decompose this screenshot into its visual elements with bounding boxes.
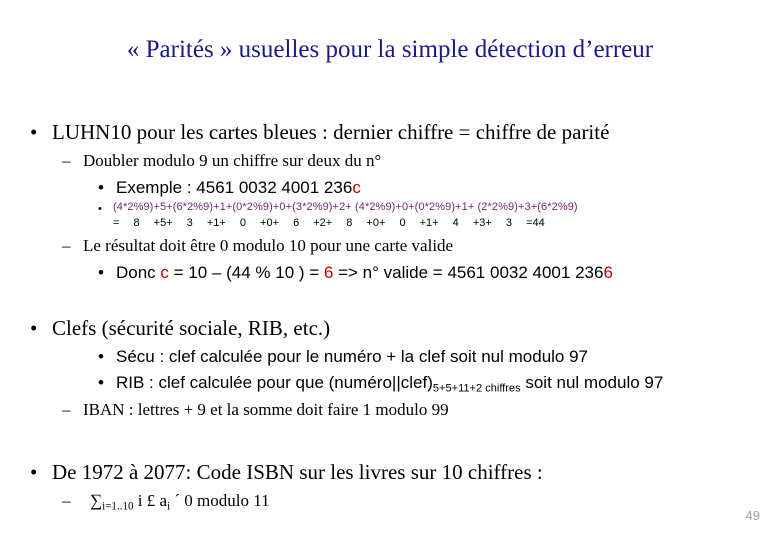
clefs-secu: Sécu : clef calculée pour le numéro + la clef soit nul modulo 97 <box>116 347 589 366</box>
luhn-heading: LUHN10 pour les cartes bleues : dernier chiffre = chiffre de parité <box>52 120 610 144</box>
luhn-calc-line2: = 8 +5+ 3 +1+ 0 +0+ 6 +2+ 8 +0+ 0 +1+ 4 +3+ 3 =44 <box>113 217 545 229</box>
donc-mid: = 10 – (44 % 10 ) = <box>168 263 324 282</box>
bullet-dot: • <box>30 316 38 340</box>
donc-var-c: c <box>160 263 169 282</box>
dash-mark: – <box>62 236 71 255</box>
luhn-double-line: Doubler modulo 9 un chiffre sur deux du n° <box>83 151 382 170</box>
luhn-donc-line <box>116 263 613 283</box>
bullet-dot: • <box>30 460 38 484</box>
donc-suffix: => n° valide = 4561 0032 4001 236 <box>333 263 604 282</box>
luhn-calc-line1: (4*2%9)+5+(6*2%9)+1+(0*2%9)+0+(3*2%9)+2+ (4*2%9)+0+(0*2%9)+1+ (2*2%9)+3+(6*2%9) <box>113 201 578 213</box>
formula-sub-i: i <box>167 500 171 513</box>
bullet-dot: • <box>98 178 104 197</box>
luhn-result-line: Le résultat doit être 0 modulo 10 pour une carte valide <box>83 236 454 255</box>
bullet-dot: • <box>98 263 104 282</box>
sigma-range: i=1..10 <box>102 500 134 513</box>
dash-mark: – <box>62 151 71 170</box>
bullet-dot: • <box>30 120 38 144</box>
slide-title: « Parités » usuelles pour la simple détection d’erreur <box>126 36 654 63</box>
donc-last-digit: 6 <box>603 263 613 282</box>
formula-end: ´ 0 modulo 11 <box>170 491 270 510</box>
donc-prefix: Donc <box>116 263 161 282</box>
rib-suffix: soit nul modulo 97 <box>520 373 664 392</box>
clefs-heading: Clefs (sécurité sociale, RIB, etc.) <box>52 316 331 340</box>
isbn-formula <box>90 491 270 512</box>
donc-value: 6 <box>323 263 334 282</box>
page-number: 49 <box>745 508 760 523</box>
sigma-symbol: ∑ <box>90 491 103 510</box>
bullet-dot: • <box>98 373 104 392</box>
formula-mid: i £ a <box>133 491 168 510</box>
clefs-iban: IBAN : lettres + 9 et la somme doit faire 1 modulo 99 <box>83 400 449 419</box>
rib-subscript: 5+5+11+2 chiffres <box>432 382 521 395</box>
luhn-example <box>116 178 361 198</box>
isbn-heading: De 1972 à 2077: Code ISBN sur les livres sur 10 chiffres : <box>52 460 543 484</box>
clefs-rib <box>116 373 663 394</box>
bullet-dot: • <box>98 347 104 366</box>
example-number: Exemple : 4561 0032 4001 236 <box>116 178 353 197</box>
bullet-dot: • <box>98 203 102 215</box>
rib-prefix: RIB : clef calculée pour que (numéro||clef) <box>116 373 433 392</box>
example-var-c: c <box>352 178 361 197</box>
dash-mark: – <box>62 491 71 510</box>
dash-mark: – <box>62 400 71 419</box>
